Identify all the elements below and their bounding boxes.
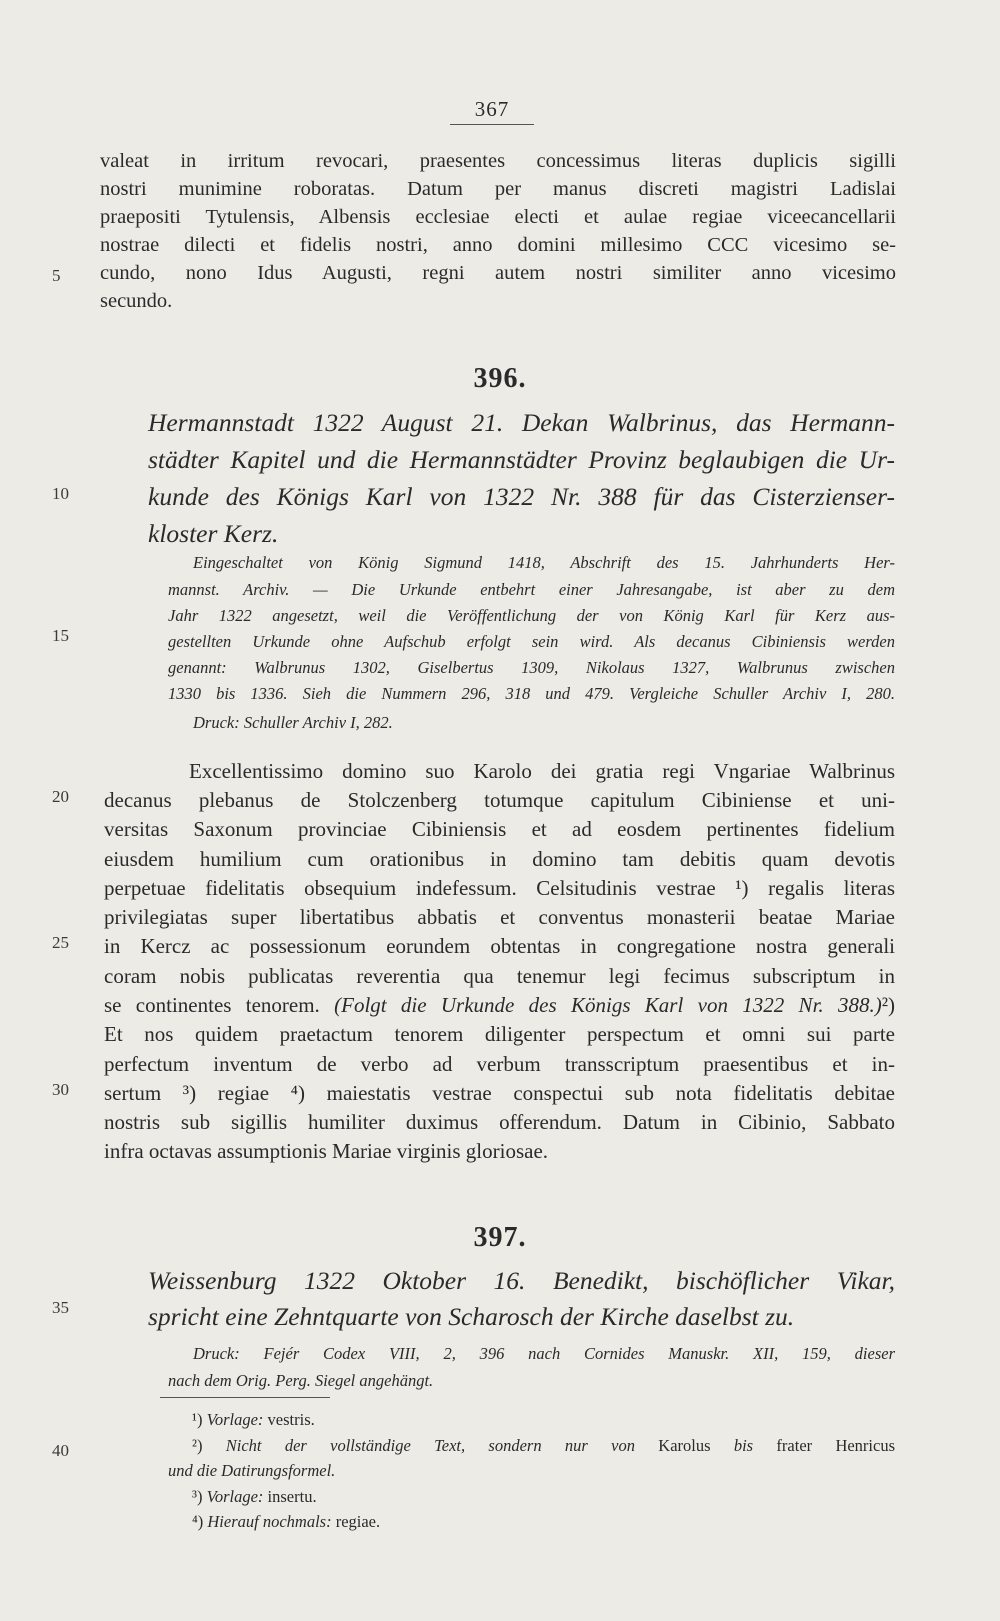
footnote-text: frater Henricus (776, 1436, 896, 1455)
document-heading: kloster Kerz. (148, 519, 279, 548)
footnote-text: Karolus (658, 1436, 711, 1455)
document-text-line (104, 991, 895, 1021)
document-heading: städter Kapitel und die Hermannstädter Provinz beglaubigen die Ur- (148, 445, 895, 474)
line-number: 40 (52, 1441, 69, 1460)
line-number: 5 (52, 266, 61, 285)
source-note: Jahr 1322 angesetzt, weil die Veröffentlichung der von König Karl für Kerz aus- (168, 606, 895, 625)
document-heading: Weissenburg 1322 Oktober 16. Benedikt, bischöflicher Vikar, (148, 1266, 895, 1295)
footnote-label: Hierauf nochmals: (207, 1512, 332, 1531)
document-text-line: Et nos quidem praetactum tenorem diligenter perspectum et omni sui parte (104, 1022, 895, 1046)
line-number: 15 (52, 626, 69, 645)
document-heading: kunde des Königs Karl von 1322 Nr. 388 für das Cisterzienser- (148, 482, 895, 511)
footnote-label: bis (733, 1436, 754, 1455)
footnote-mark: ³) (192, 1487, 203, 1506)
footnote-text: vestris. (267, 1410, 315, 1429)
footnote-mark: ²) (881, 993, 896, 1017)
document-text-line: Excellentissimo domino suo Karolo dei gratia regi Vngariae Walbrinus (189, 759, 895, 783)
document-text-line: privilegiatas super libertatibus abbatis et conventus monasterii beatae Mariae (104, 905, 895, 929)
footnote-text: regiae. (335, 1512, 381, 1531)
document-text-line: sertum ³) regiae ⁴) maiestatis vestrae conspectui sub nota fidelitatis debitae (104, 1081, 895, 1105)
footnote (192, 1512, 380, 1532)
text-segment: se continentes tenorem. (104, 993, 320, 1017)
print-reference: nach dem Orig. Perg. Siegel angehängt. (168, 1371, 434, 1390)
body-line: secundo. (100, 290, 173, 312)
editorial-insert: (Folgt die Urkunde des Königs Karl von 1322 Nr. 388.) (334, 993, 882, 1017)
document-text-line: decanus plebanus de Stolczenberg totumque capitulum Cibiniense et uni- (104, 788, 895, 812)
line-number: 35 (52, 1298, 69, 1317)
source-note: genannt: Walbrunus 1302, Giselbertus 1309, Nikolaus 1327, Walbrunus zwischen (168, 658, 895, 677)
document-text-line: eiusdem humilium cum orationibus in domino tam debitis quam devotis (104, 847, 895, 871)
body-line: cundo, nono Idus Augusti, regni autem nostri similiter anno vicesimo (100, 262, 896, 284)
footnote (192, 1410, 315, 1430)
footnote-mark: ⁴) (192, 1512, 204, 1531)
document-text-line: in Kercz ac possessionum eorundem obtentas in congregatione nostra generali (104, 934, 895, 958)
document-text-line: nostris sub sigillis humiliter duximus offerendum. Datum in Cibinio, Sabbato (104, 1110, 895, 1134)
footnote-divider (160, 1397, 330, 1398)
footnote-mark: ²) (192, 1436, 203, 1455)
document-text-line: perpetuae fidelitatis obsequium indefessum. Celsitudinis vestrae ¹) regalis literas (104, 876, 895, 900)
document-number: 396. (473, 363, 527, 394)
line-number: 10 (52, 484, 69, 503)
print-reference: Druck: Fejér Codex VIII, 2, 396 nach Cornides Manuskr. XII, 159, dieser (193, 1344, 895, 1363)
footnote (192, 1436, 895, 1456)
document-text-line: coram nobis publicatas reverentia qua tenemur legi fecimus subscriptum in (104, 964, 895, 988)
print-reference: Druck: Schuller Archiv I, 282. (193, 713, 393, 732)
footnote-label: Vorlage: (206, 1487, 264, 1506)
body-line: nostri munimine roboratas. Datum per manus discreti magistri Ladislai (100, 178, 896, 200)
document-heading: Hermannstadt 1322 August 21. Dekan Walbrinus, das Hermann- (148, 408, 895, 437)
document-number: 397. (473, 1222, 527, 1253)
body-line: nostrae dilecti et fidelis nostri, anno domini millesimo CCC vicesimo se- (100, 234, 896, 256)
body-line: valeat in irritum revocari, praesentes concessimus literas duplicis sigilli (100, 150, 896, 172)
source-note: gestellten Urkunde ohne Aufschub erfolgt sein wird. Als decanus Cibiniensis werden (168, 632, 895, 651)
footnote-mark: ¹) (192, 1410, 203, 1429)
document-text-line: versitas Saxonum provinciae Cibiniensis et ad eosdem pertinentes fidelium (104, 817, 895, 841)
footnote-label: Nicht der vollständige Text, sondern nur von (225, 1436, 635, 1455)
line-number: 20 (52, 787, 69, 806)
source-note: mannst. Archiv. — Die Urkunde entbehrt einer Jahresangabe, ist aber zu dem (168, 580, 895, 599)
page-number: 367 (450, 97, 534, 125)
footnote (192, 1487, 317, 1507)
document-text-line: infra octavas assumptionis Mariae virginis gloriosae. (104, 1139, 549, 1163)
document-text-line: perfectum inventum de verbo ad verbum transscriptum praesentibus et in- (104, 1052, 895, 1076)
footnote-label: Vorlage: (206, 1410, 264, 1429)
source-note: 1330 bis 1336. Sieh die Nummern 296, 318 und 479. Vergleiche Schuller Archiv I, 280. (168, 684, 895, 703)
document-heading: spricht eine Zehntquarte von Scharosch der Kirche daselbst zu. (148, 1302, 795, 1331)
footnote-text: insertu. (267, 1487, 317, 1506)
footnote-continuation: und die Datirungsformel. (168, 1461, 336, 1480)
source-note: Eingeschaltet von König Sigmund 1418, Abschrift des 15. Jahrhunderts Her- (193, 553, 895, 572)
body-line: praepositi Tytulensis, Albensis ecclesiae electi et aulae regiae viceecancellarii (100, 206, 896, 228)
line-number: 25 (52, 933, 69, 952)
line-number: 30 (52, 1080, 69, 1099)
